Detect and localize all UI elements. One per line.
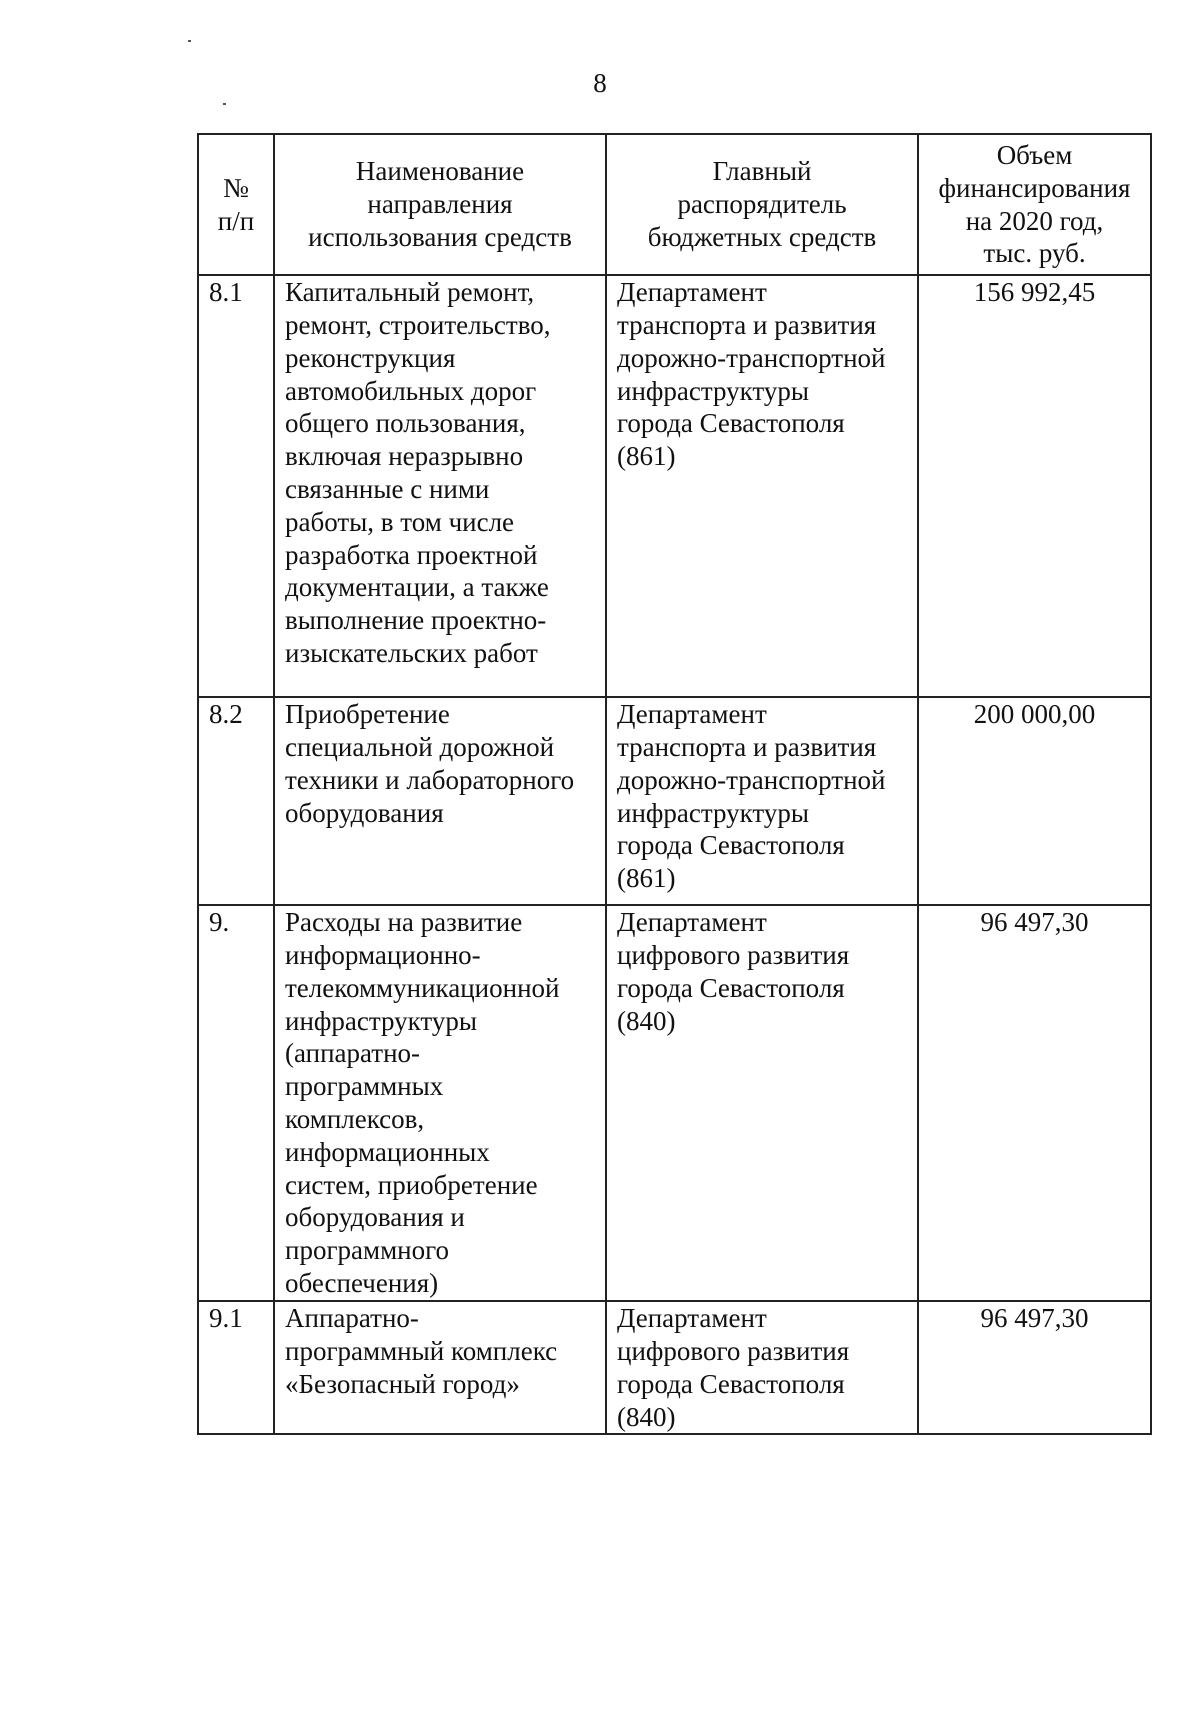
row-amount: 96 497,30 bbox=[918, 905, 1151, 1301]
scan-speck bbox=[188, 40, 191, 42]
column-header-manager: Главный распорядитель бюджетных средств bbox=[606, 134, 918, 275]
row-manager: Департамент цифрового развития города Севастополя (840) bbox=[606, 905, 918, 1301]
row-name: Приобретение специальной дорожной техники и лабораторного оборудования bbox=[274, 697, 606, 905]
row-manager: Департамент транспорта и развития дорожно-транспортной инфраструктуры города Севастополя (861) bbox=[606, 275, 918, 697]
table-row bbox=[198, 275, 1151, 697]
table-row bbox=[198, 905, 1151, 1301]
row-manager: Департамент цифрового развития города Севастополя (840) bbox=[606, 1301, 918, 1434]
row-amount: 200 000,00 bbox=[918, 697, 1151, 905]
row-number: 9. bbox=[198, 905, 274, 1301]
budget-table bbox=[197, 133, 1152, 1435]
row-amount: 156 992,45 bbox=[918, 275, 1151, 697]
row-manager: Департамент транспорта и развития дорожно-транспортной инфраструктуры города Севастополя (861) bbox=[606, 697, 918, 905]
row-number: 9.1 bbox=[198, 1301, 274, 1434]
row-name: Аппаратно- программный комплекс «Безопасный город» bbox=[274, 1301, 606, 1434]
table-row bbox=[198, 697, 1151, 905]
table-header-row bbox=[198, 134, 1151, 275]
row-name: Капитальный ремонт, ремонт, строительство, реконструкция автомобильных дорог общего пользования, включая неразрывно связанные с ними работы, в том числе разработка проектной документации, а также выполнение проектно- изыскательских работ bbox=[274, 275, 606, 697]
table-row bbox=[198, 1301, 1151, 1434]
column-header-amount: Объем финансирования на 2020 год, тыс. руб. bbox=[918, 134, 1151, 275]
column-header-name: Наименование направления использования средств bbox=[274, 134, 606, 275]
row-number: 8.1 bbox=[198, 275, 274, 697]
scan-speck bbox=[223, 103, 226, 105]
row-number: 8.2 bbox=[198, 697, 274, 905]
column-header-number: № п/п bbox=[198, 134, 274, 275]
page-number: 8 bbox=[593, 68, 607, 98]
row-amount: 96 497,30 bbox=[918, 1301, 1151, 1434]
row-name: Расходы на развитие информационно- телекоммуникационной инфраструктуры (аппаратно- программных комплексов, информационных систем, приобретение оборудования и программного обеспечения) bbox=[274, 905, 606, 1301]
